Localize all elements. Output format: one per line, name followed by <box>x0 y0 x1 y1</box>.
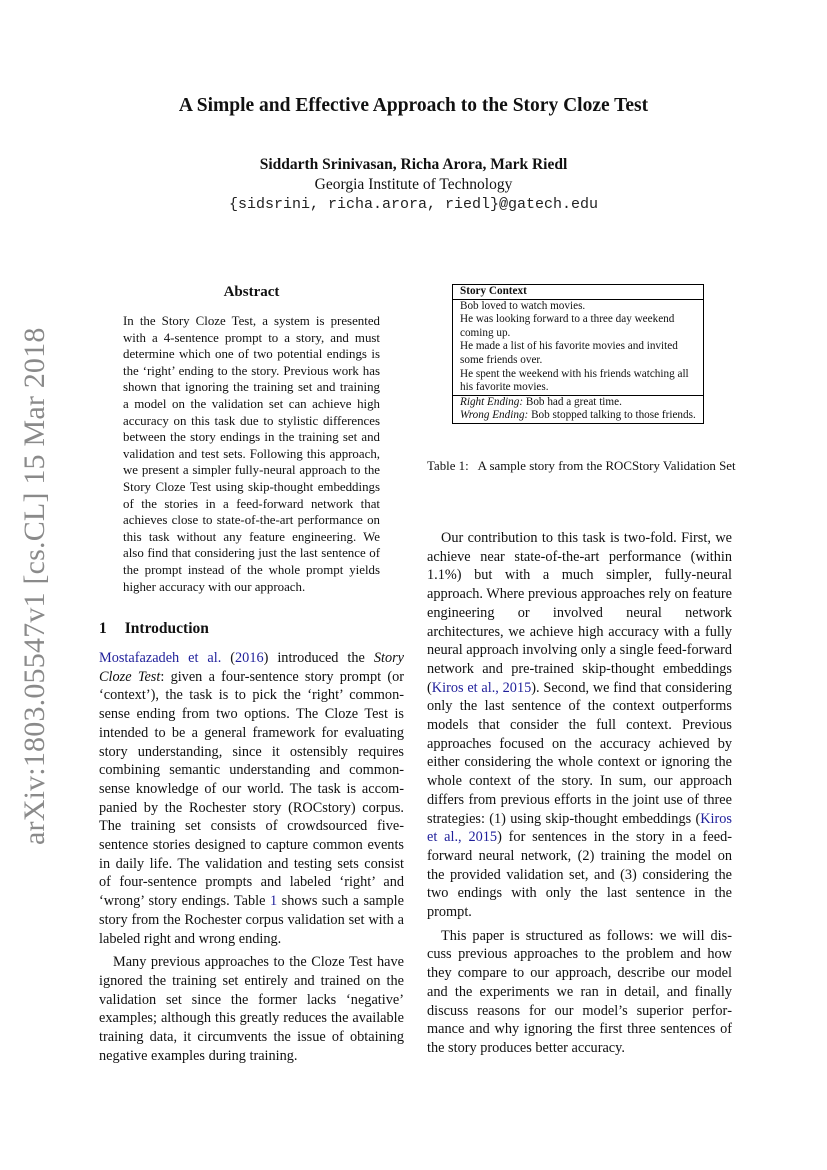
right-ending-label: Right Ending: <box>460 395 524 408</box>
citation-year-link[interactable]: 2016 <box>235 650 264 666</box>
wrong-ending-label: Wrong Ending: <box>460 409 529 422</box>
arxiv-identifier-stamp: arXiv:1803.05547v1 [cs.CL] 15 Mar 2018 <box>18 327 51 845</box>
paragraph-text: introduced the <box>268 650 374 666</box>
intro-paragraph-4: This paper is structured as follows: we will discuss previous approaches to the problem and how they compare to our approach, describe our model and the experiments we ran in detail, and finally discuss reasons for our model’s superior performance and why ignoring the first three sentences of the story produces better accuracy. <box>427 927 732 1056</box>
left-column-body <box>99 649 404 1065</box>
paper-title: A Simple and Effective Approach to the Story Cloze Test <box>178 95 649 116</box>
abstract-heading: Abstract <box>223 284 280 300</box>
citation-link-kiros[interactable]: Kiros et al., 2015 <box>427 810 732 846</box>
story-endings-cell <box>453 395 704 423</box>
right-ending-text: Bob had a great time. <box>523 395 622 408</box>
paragraph-text: : given a four-sentence story prompt (or ‘context’), the task is to pick the ‘right’ commonsense ending from two options. The Cloze Test is intended to be a general framework for evaluating story understanding, since it ostensibly requires combining semantic understanding and commonsense knowledge of our world. The task is accompanied by the Rochester story (ROCstory) corpus. The training set consists of crowdsourced five-sentence stories designed to capture common events in daily life. The validation and testing sets consist of four-sentence prompts and labeled ‘right’ and ‘wrong’ story endings. Table <box>99 668 404 910</box>
paragraph-text: shows such a sample story from the Rochester corpus validation set with a labeled right and wrong ending. <box>99 893 404 947</box>
wrong-ending <box>460 409 697 423</box>
section-title: Introduction <box>124 620 209 637</box>
context-sentence: He made a list of his favorite movies and invited some friends over. <box>460 340 678 366</box>
author-list: Siddarth Srinivasan, Richa Arora, Mark Riedl <box>259 156 568 173</box>
citation-link-mostafazadeh[interactable]: Mostafazadeh et al. <box>99 650 222 666</box>
author-emails: {sidsrini, richa.arora, riedl}@gatech.edu <box>228 196 599 213</box>
right-ending <box>460 396 697 410</box>
section-heading-introduction <box>99 620 209 638</box>
section-number: 1 <box>99 620 107 637</box>
context-sentence: He spent the weekend with his friends watching all his favorite movies. <box>460 367 689 394</box>
paragraph-text: Our contribution to this task is two-fold. First, we achieve near state-of-the-art performance (within 1.1%) but with a much simpler, fully-neural approach. Where previous approaches rely on feature engineering or involved neural network architectures, we achieve high accuracy with a fully neural approach involving only a single feed-forward network and pre-trained skip-thought embeddings ( <box>427 530 732 696</box>
paragraph-text: ). Second, we find that considering only the last sentence of the context outperforms models that consider the full context. Previous approaches focused on the accuracy achieved by either considering the whole context or ignoring the whole context of the story. In sum, our approach differs from previous efforts in the joint use of three strategies: (1) using skip-thought embeddings ( <box>427 679 733 827</box>
citation-link-kiros[interactable]: Kiros et al., 2015 <box>431 679 532 696</box>
table-header-story-context: Story Context <box>453 285 704 300</box>
right-column-body <box>427 529 732 1058</box>
affiliation: Georgia Institute of Technology <box>314 176 513 193</box>
intro-paragraph-2: Many previous approaches to the Cloze Test have ignored the training set entirely and trained on the validation set since the former lacks ‘negative’ examples; although this greatly reduces the available training data, it circumvents the issue of obtaining negative examples during training. <box>99 954 404 1064</box>
intro-paragraph-3 <box>427 529 732 922</box>
citation-paren: ) <box>263 650 269 666</box>
abstract-body: In the Story Cloze Test, a system is presented with a 4-sentence prompt to a story, and must determine which one of two potential endings is the ‘right’ ending to the story. Previous work has shown that ignoring the training set and training a model on the validation set can achieve high accuracy on this task due to stylistic differences between the story endings in the training set and validation and test sets. Following this approach, we present a simpler fully-neural approach to the Story Cloze Test using skip-thought embeddings of the stories in a feed-forward network that achieves close to state-of-the-art performance on this task without any feature engineering. We also find that considering just the last sentence of the prompt instead of the whole prompt yields higher accuracy with our approach. <box>123 314 380 594</box>
context-sentence: He was looking forward to a three day weekend coming up. <box>460 313 675 339</box>
citation-paren: ( <box>221 650 236 666</box>
intro-paragraph-1 <box>99 649 404 948</box>
table-caption: Table 1: A sample story from the ROCStory Validation Set <box>427 459 736 473</box>
wrong-ending-text: Bob stopped talking to those friends. <box>528 409 696 422</box>
story-sample-table <box>452 284 704 424</box>
table-reference-link[interactable]: 1 <box>269 893 278 910</box>
context-sentence: Bob loved to watch movies. <box>460 299 586 312</box>
italic-term: Story Cloze Test <box>99 650 405 685</box>
paragraph-text: ) for sentences in the story in a feed-forward neural network, (2) training the model on the provided validation set, and (3) considering the two endings with only the last sentence in the prompt. <box>427 829 732 921</box>
